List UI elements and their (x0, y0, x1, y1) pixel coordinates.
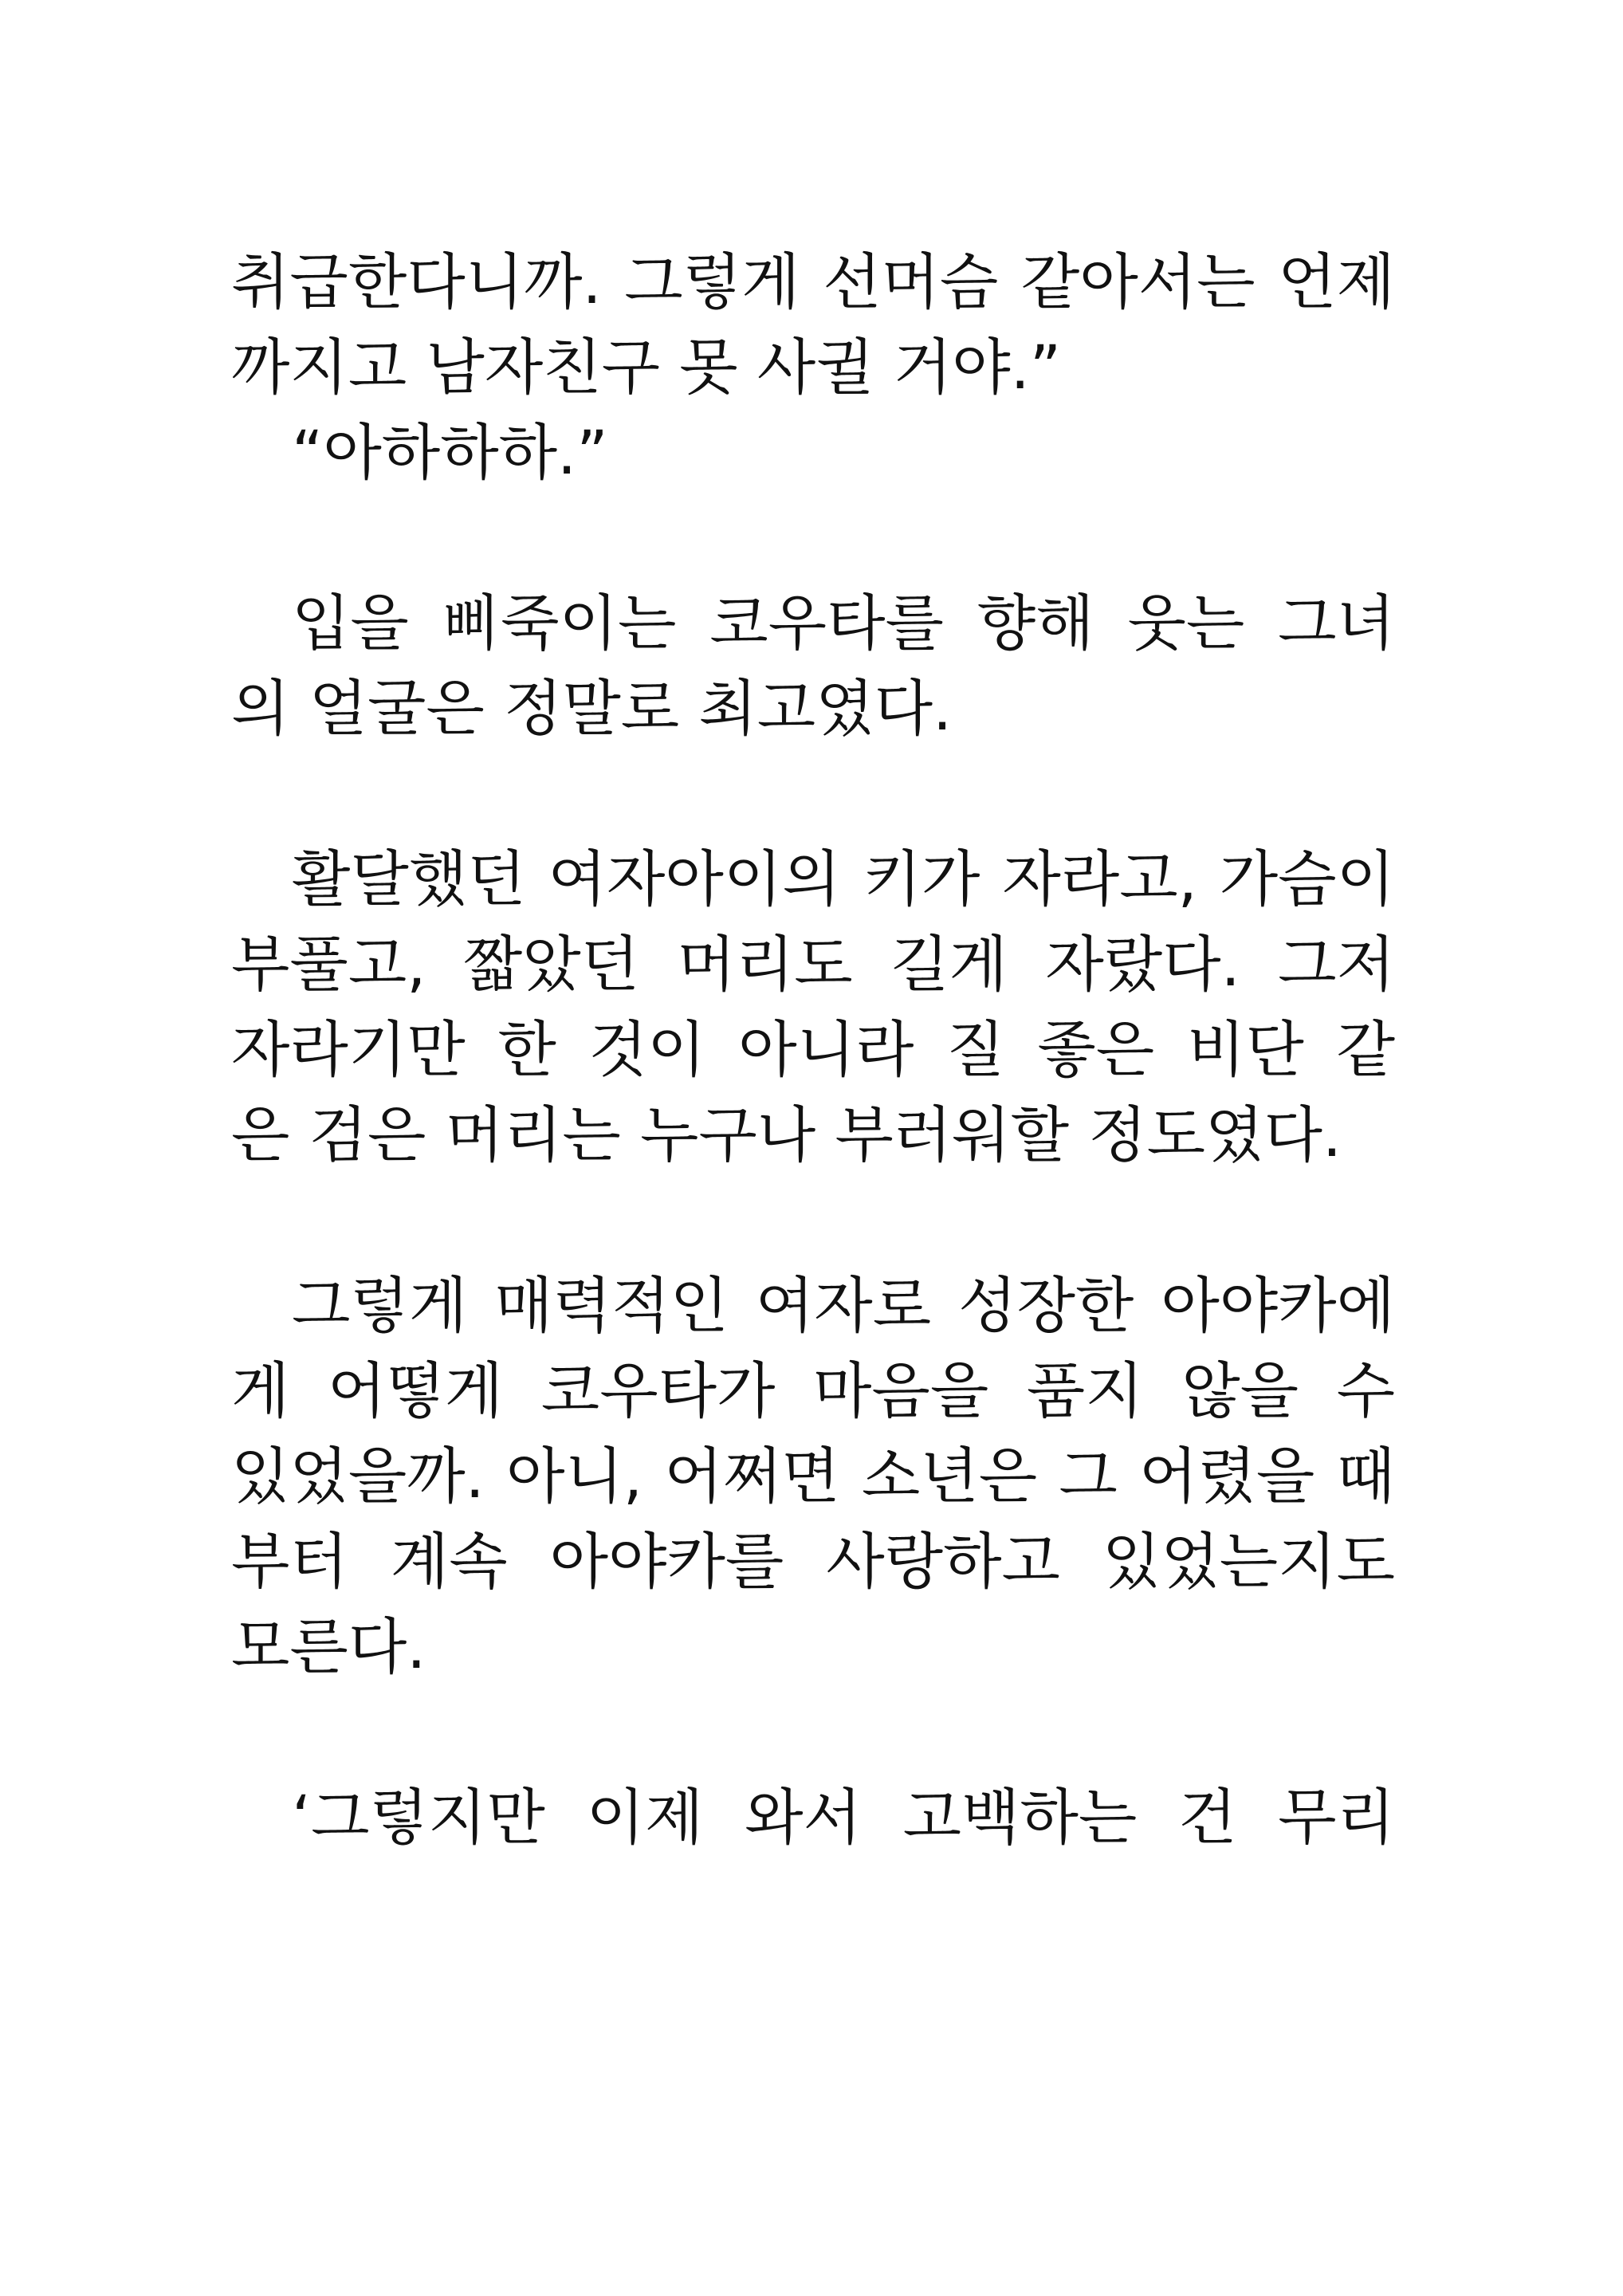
body-text (231, 239, 1395, 1860)
text-line: 취급한다니까. 그렇게 선머슴 같아서는 언제 (231, 246, 1395, 317)
text-line: “아하하하.” (292, 417, 608, 488)
text-line: 부풀고, 짧았던 머리도 길게 자랐다. 그저 (231, 929, 1395, 1000)
text-line: 의 얼굴은 정말로 최고였다. (231, 673, 953, 744)
text-line: 자라기만 한 것이 아니라 질 좋은 비단 같 (231, 1014, 1395, 1085)
paragraph-gap (231, 1689, 1395, 1775)
text-line: ‘그렇지만 이제 와서 고백하는 건 무리 (292, 1782, 1395, 1853)
text-line: 활달했던 여자아이의 키가 자라고, 가슴이 (292, 843, 1395, 914)
paragraph (231, 836, 1395, 1177)
text-line: 모른다. (231, 1611, 426, 1682)
paragraph (231, 1775, 1395, 1860)
text-line: 그렇게 매력적인 여자로 성장한 아야카에 (292, 1270, 1395, 1341)
paragraph-gap (231, 495, 1395, 580)
paragraph (231, 410, 1395, 495)
text-line: 부터 계속 아야카를 사랑하고 있었는지도 (231, 1526, 1395, 1597)
text-line: 있었을까. 아니, 어쩌면 소년은 그 어렸을 때 (231, 1441, 1395, 1512)
text-line: 은 검은 머리는 누구나 부러워할 정도였다. (231, 1099, 1342, 1170)
text-line: 까지고 남자친구 못 사귈 거야.” (231, 332, 1062, 403)
paragraph (231, 239, 1395, 410)
text-line: 입을 삐죽이는 코우타를 향해 웃는 그녀 (292, 588, 1395, 659)
text-line: 게 어떻게 코우타가 마음을 품지 않을 수 (231, 1355, 1395, 1426)
paragraph-gap (231, 1177, 1395, 1263)
paragraph (231, 580, 1395, 751)
paragraph-gap (231, 751, 1395, 836)
paragraph (231, 1263, 1395, 1689)
